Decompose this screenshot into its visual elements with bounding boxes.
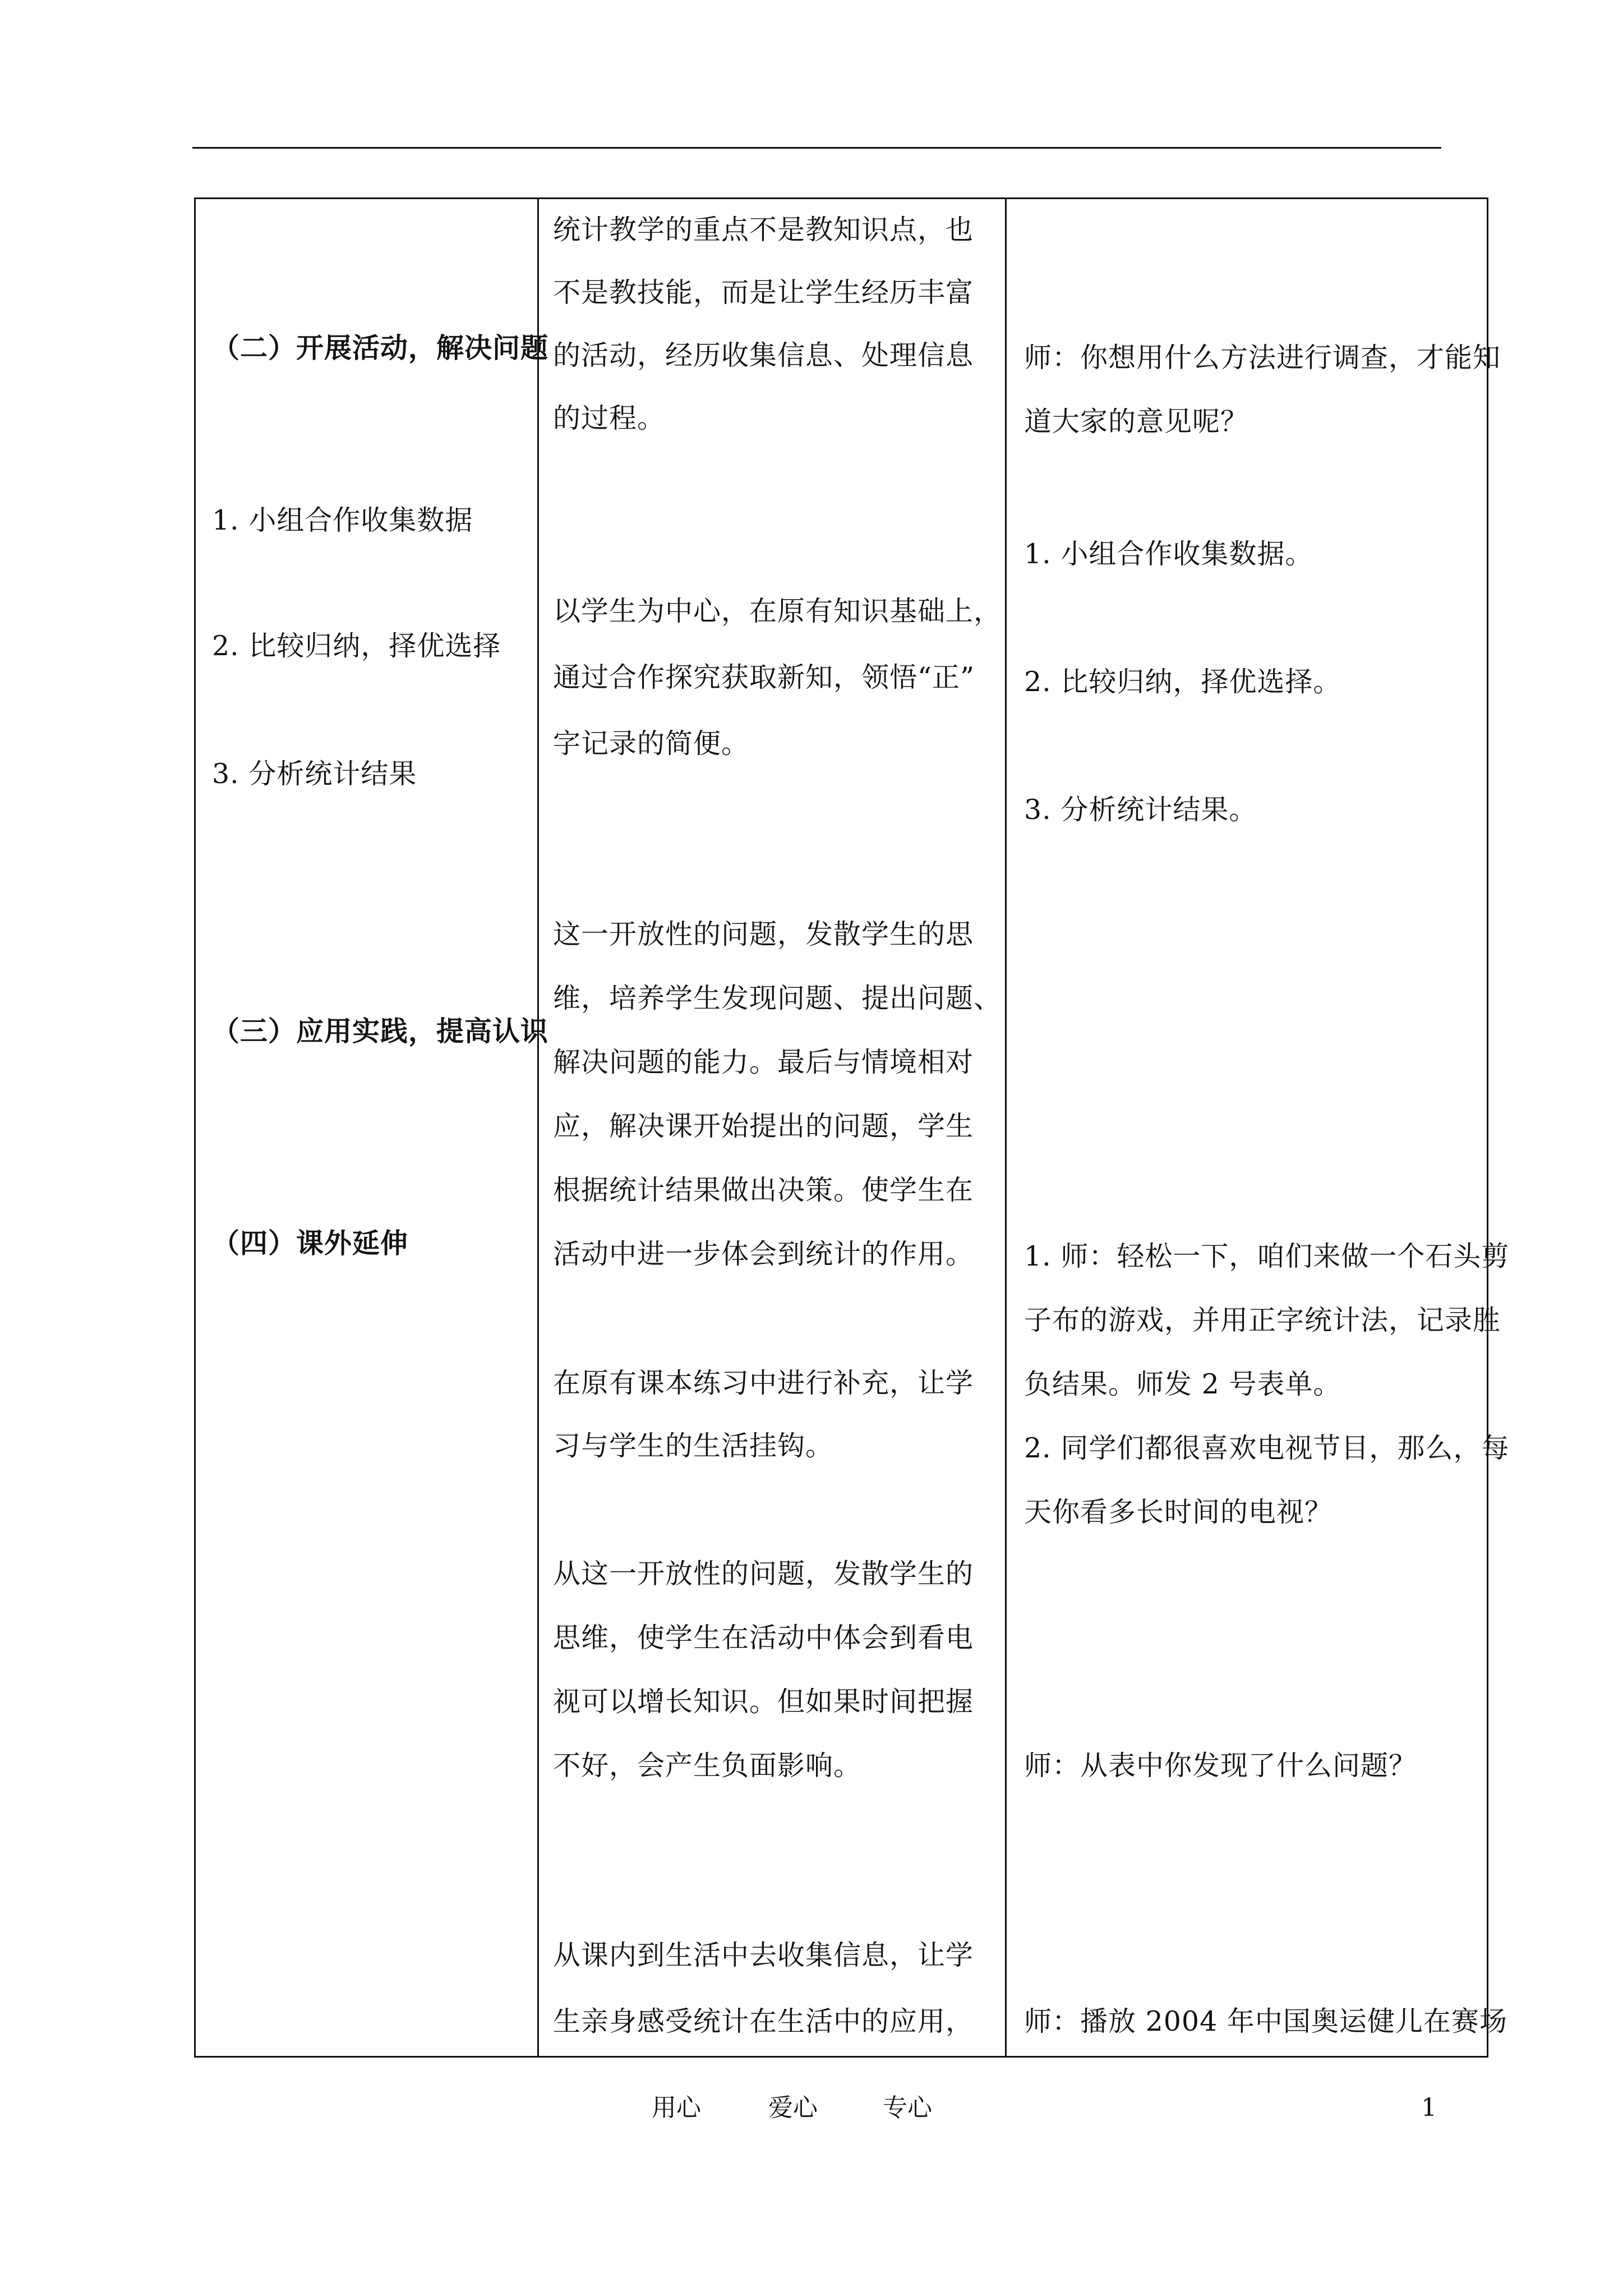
- paragraph-line: 的活动，经历收集信息、处理信息: [553, 339, 974, 371]
- activity-step-3: 3. 分析统计结果。: [1024, 794, 1257, 826]
- step-2: 2. 比较归纳，择优选择: [212, 630, 501, 662]
- paragraph-line: 师：你想用什么方法进行调查，才能知: [1024, 342, 1501, 374]
- paragraph-line: 道大家的意见呢？: [1024, 406, 1249, 438]
- paragraph-line: 解决问题的能力。最后与情境相对: [553, 1046, 974, 1078]
- paragraph-line: 统计教学的重点不是教知识点，也: [553, 214, 974, 246]
- paragraph-line: 2. 同学们都很喜欢电视节目，那么，每: [1024, 1432, 1510, 1464]
- paragraph-line: 不是教技能，而是让学生经历丰富: [553, 277, 974, 309]
- paragraph-line: 1. 师：轻松一下，咱们来做一个石头剪: [1024, 1240, 1510, 1272]
- paragraph-line: 从这一开放性的问题，发散学生的: [553, 1558, 974, 1590]
- paragraph-line: 在原有课本练习中进行补充，让学: [553, 1367, 974, 1399]
- column-divider-1: [537, 197, 539, 2058]
- paragraph-line: 从课内到生活中去收集信息，让学: [553, 1939, 974, 1971]
- paragraph-line: 活动中进一步体会到统计的作用。: [553, 1238, 974, 1270]
- paragraph-line: 思维，使学生在活动中体会到看电: [553, 1622, 974, 1654]
- activity-step-1: 1. 小组合作收集数据。: [1024, 538, 1313, 570]
- paragraph-line: 天你看多长时间的电视？: [1024, 1496, 1333, 1528]
- paragraph-line: 以学生为中心，在原有知识基础上，: [553, 595, 1002, 627]
- header-rule: [192, 147, 1441, 149]
- activity-step-2: 2. 比较归纳，择优选择。: [1024, 666, 1341, 698]
- paragraph-line: 习与学生的生活挂钩。: [553, 1430, 834, 1462]
- teacher-question-3: 师：播放 2004 年中国奥运健儿在赛场: [1024, 2005, 1507, 2037]
- footer-word-1: 用心: [652, 2093, 701, 2122]
- step-1: 1. 小组合作收集数据: [212, 504, 473, 536]
- page-number: 1: [1421, 2093, 1437, 2122]
- paragraph-line: 视可以增长知识。但如果时间把握: [553, 1686, 974, 1718]
- paragraph-line: 字记录的简便。: [553, 728, 750, 760]
- paragraph-line: 通过合作探究获取新知，领悟“正”: [553, 661, 975, 693]
- paragraph-line: 维，培养学生发现问题、提出问题、: [553, 982, 1002, 1014]
- section-two-heading: （二）开展活动，解决问题: [212, 332, 549, 364]
- section-three-heading: （三）应用实践，提高认识: [212, 1015, 549, 1047]
- paragraph-line: 子布的游戏，并用正字统计法，记录胜: [1024, 1304, 1501, 1336]
- section-four-heading: （四）课外延伸: [212, 1227, 409, 1259]
- paragraph-line: 这一开放性的问题，发散学生的思: [553, 918, 974, 950]
- paragraph-line: 负结果。师发 2 号表单。: [1024, 1368, 1341, 1400]
- paragraph-line: 生亲身感受统计在生活中的应用，: [553, 2005, 974, 2037]
- footer-word-3: 专心: [883, 2093, 932, 2122]
- teacher-question-2: 师：从表中你发现了什么问题？: [1024, 1750, 1417, 1782]
- step-3: 3. 分析统计结果: [212, 758, 417, 790]
- paragraph-line: 应，解决课开始提出的问题，学生: [553, 1110, 974, 1142]
- column-divider-2: [1005, 197, 1007, 2058]
- paragraph-line: 的过程。: [553, 402, 666, 434]
- footer-word-2: 爱心: [768, 2093, 818, 2122]
- paragraph-line: 根据统计结果做出决策。使学生在: [553, 1174, 974, 1206]
- paragraph-line: 不好，会产生负面影响。: [553, 1750, 862, 1782]
